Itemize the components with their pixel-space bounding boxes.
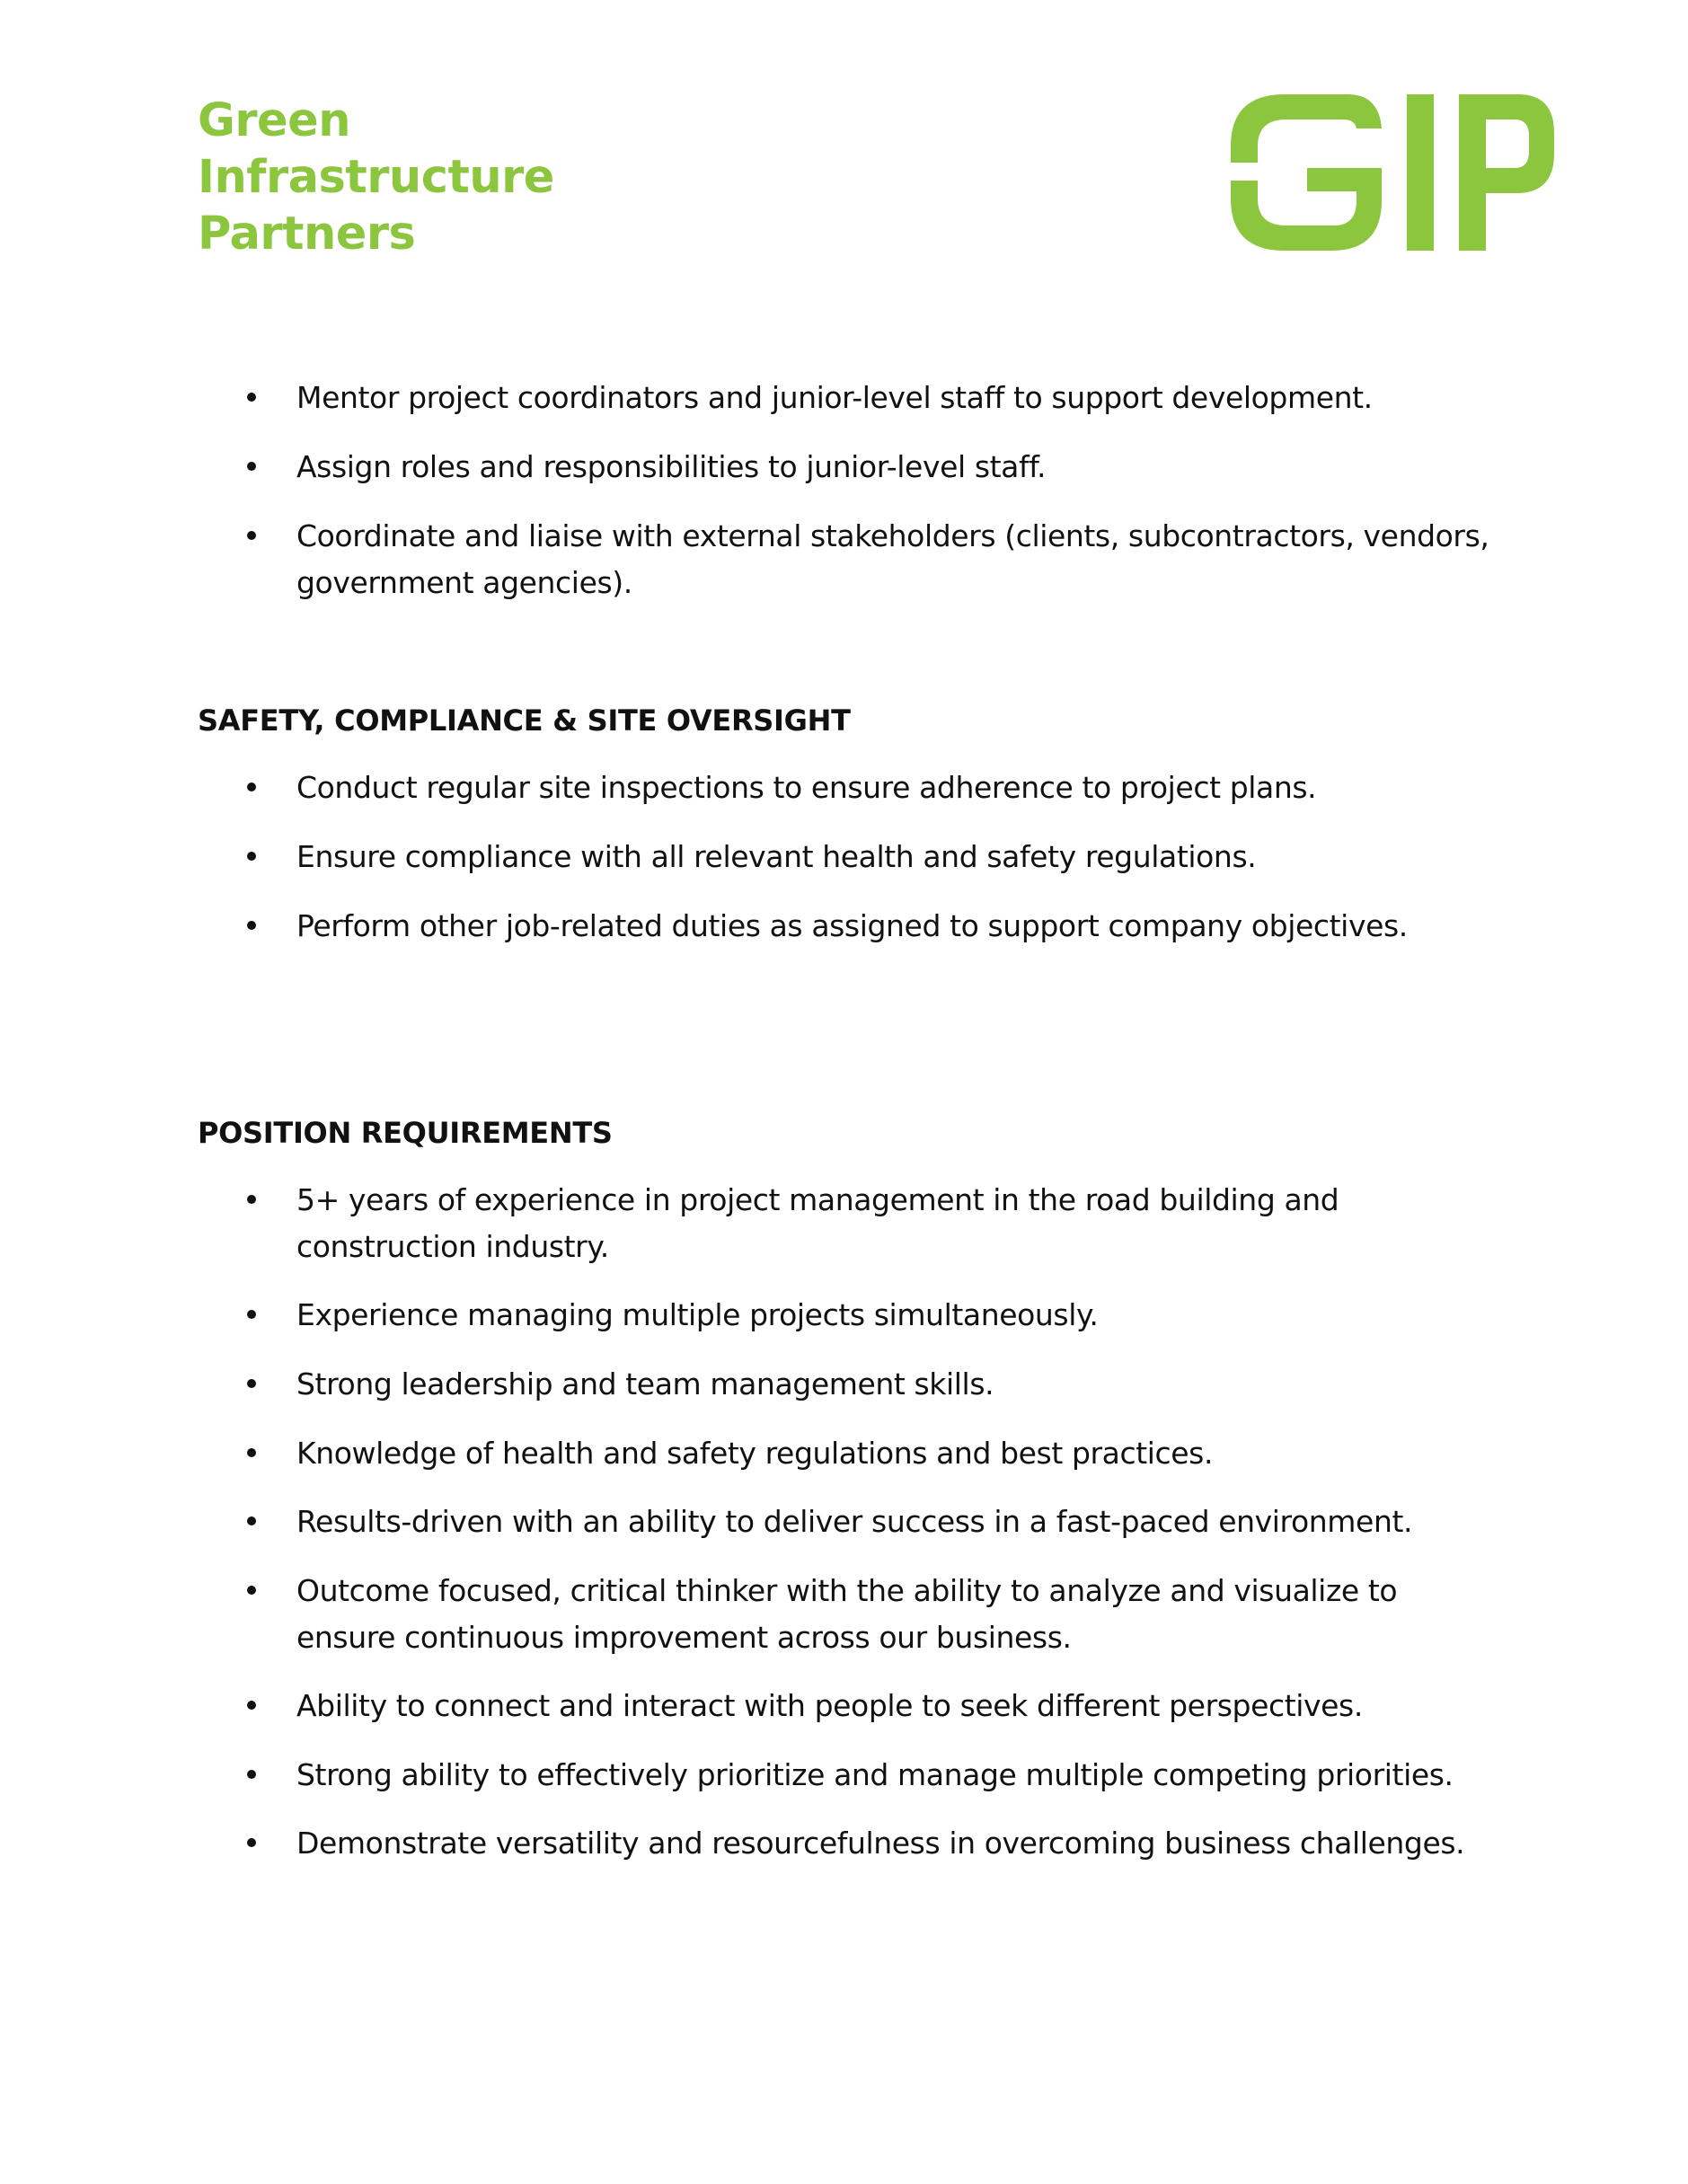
wordmark-line: Green: [198, 94, 350, 147]
list-item-text: Coordinate and liaise with external stakeholders (clients, subcontractors, vendors, government agencies).: [296, 518, 1489, 600]
bullet-icon: [247, 921, 256, 930]
list-item-text: Perform other job-related duties as assigned to support company objectives.: [296, 908, 1408, 943]
bullet-icon: [247, 1586, 256, 1595]
list-item-text: Ability to connect and interact with people to seek different perspectives.: [296, 1688, 1363, 1723]
list-item-text: Outcome focused, critical thinker with the ability to analyze and visualize to ensure continuous improvement across our business.: [296, 1573, 1398, 1655]
list-item-text: Mentor project coordinators and junior-level staff to support development.: [296, 380, 1373, 415]
list-item-text: Knowledge of health and safety regulations and best practices.: [296, 1436, 1214, 1471]
bullet-icon: [247, 1701, 256, 1710]
gip-logo: [1231, 93, 1554, 252]
wordmark-line: Partners: [198, 208, 416, 261]
list-item-text: Conduct regular site inspections to ensure adherence to project plans.: [296, 770, 1317, 805]
bullet-icon: [247, 1516, 256, 1525]
list-item-text: Ensure compliance with all relevant health and safety regulations.: [296, 839, 1257, 874]
section-heading-safety: SAFETY, COMPLIANCE & SITE OVERSIGHT: [198, 703, 851, 738]
list-item-text: Results-driven with an ability to deliver success in a fast-paced environment.: [296, 1504, 1413, 1539]
bullet-icon: [247, 1195, 256, 1204]
bullet-icon: [247, 852, 256, 861]
bullet-icon: [247, 783, 256, 791]
list-item-text: Strong leadership and team management skills.: [296, 1366, 994, 1401]
list-item-text: Strong ability to effectively prioritize and manage multiple competing priorities.: [296, 1757, 1454, 1792]
wordmark-line: Infrastructure: [198, 151, 554, 204]
list-item-text: 5+ years of experience in project management in the road building and construction industry.: [296, 1182, 1339, 1264]
bullet-icon: [247, 1838, 256, 1847]
bullet-icon: [247, 1310, 256, 1319]
bullet-icon: [247, 393, 256, 402]
bullet-icon: [247, 462, 256, 471]
list-item-text: Experience managing multiple projects simultaneously.: [296, 1297, 1099, 1332]
bullet-icon: [247, 531, 256, 540]
list-item-text: Assign roles and responsibilities to junior-level staff.: [296, 449, 1047, 484]
section-heading-requirements: POSITION REQUIREMENTS: [198, 1116, 613, 1150]
bullet-icon: [247, 1448, 256, 1457]
bullet-icon: [247, 1379, 256, 1388]
list-item-text: Demonstrate versatility and resourcefulness in overcoming business challenges.: [296, 1826, 1465, 1861]
company-wordmark: [198, 93, 554, 262]
bullet-icon: [247, 1770, 256, 1779]
